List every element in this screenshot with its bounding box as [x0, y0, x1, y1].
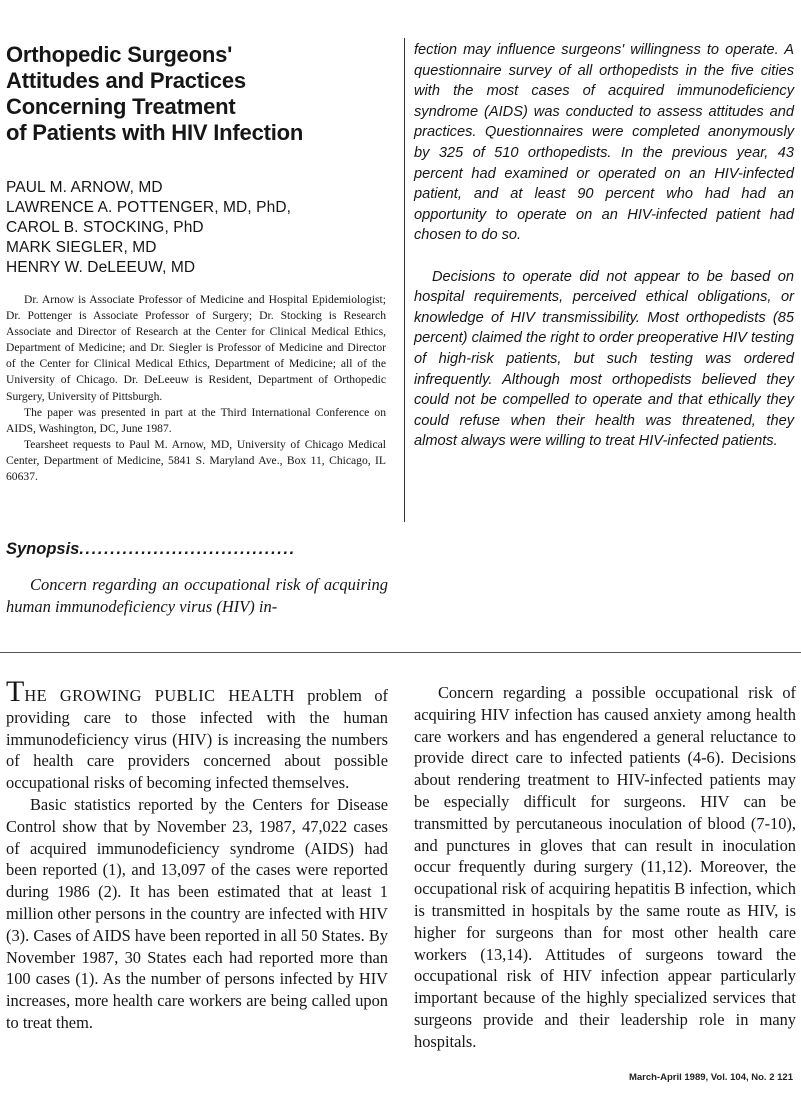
- affiliation-notes: [6, 292, 386, 485]
- title-line-4: of Patients with HIV Infection: [6, 120, 304, 145]
- synopsis-text-start: Concern regarding an occupational risk of acquiring human immunodeficiency virus (HIV) in-: [6, 575, 388, 616]
- tearsheet-note: Tearsheet requests to Paul M. Arnow, MD, University of Chicago Medical Center, Department of Medicine, 5841 S. Maryland Ave., Box 11, Chicago, IL 60637.: [6, 437, 386, 484]
- page-footer: March-April 1989, Vol. 104, No. 2 121: [628, 1072, 793, 1083]
- body-intro-paragraph: [6, 675, 388, 794]
- synopsis-paragraph-1: fection may influence surgeons' willingness to operate. A questionnaire survey of all orthopedists in the five cities with the most cases of acquired immunodeficiency syndrome (AIDS) was conducted to assess attitudes and practices. Questionnaires were completed anonymously by 325 of 510 orthopedists. In the previous year, 43 percent had examined or operated on an HIV-infected patient, and at least 90 percent who had had an opportunity to operate on an HIV-infected patient had chosen to do so.: [414, 42, 794, 244]
- body-paragraph: Concern regarding a possible occupational risk of acquiring HIV infection has caused anxiety among health care workers and has engendered a general reluctance to provide direct care to infected patients (4-6). Decisions about rendering treatment to HIV-infected patients may be especially difficult for surgeons. HIV can be transmitted by percutaneous inoculation of blood (7-10), and punctures in gloves that can result in inoculation occur frequently during surgery (11,12). Moreover, the occupational risk of acquiring hepatitis B infection, which is transmitted in hospitals by the same route as HIV, is higher for surgeons than for most other health care workers (13,14). Attitudes of surgeons toward the occupational risk of HIV infection appear particularly important because of the highly specialized services that surgeons provide and their leadership role in many hospitals.: [414, 683, 796, 1051]
- author: LAWRENCE A. POTTENGER, MD, PhD,: [6, 199, 292, 216]
- article-title: [6, 42, 386, 146]
- lead-in-smallcaps: HE GROWING PUBLIC HEALTH: [24, 686, 295, 705]
- synopsis-paragraph-2: Decisions to operate did not appear to be based on hospital requirements, perceived ethical obligations, or knowledge of HIV transmissibility. Most orthopedists (85 percent) claimed the right to order preoperative HIV testing of high-risk patients, but such testing was ordered infrequently. Although most orthopedists believed they could not be compelled to operate and that ethically they could refuse when their health was threatened, they almost always were willing to treat HIV-infected patients.: [414, 268, 794, 450]
- affiliation-paragraph: Dr. Arnow is Associate Professor of Medicine and Hospital Epidemiologist; Dr. Pottenger is Associate Professor of Surgery; Dr. Stocking is Research Associate and Director of Research at the Center for Clinical Medical Ethics, Department of Medicine; and Dr. Siegler is Professor of Medicine and Director of the Center for Clinical Medical Ethics, Department of Medicine; all of the University of Chicago. Dr. DeLeeuw is Resident, Department of Orthopedic Surgery, University of Pittsburgh.: [6, 293, 386, 403]
- author: HENRY W. DeLEEUW, MD: [6, 259, 196, 276]
- body-paragraph: Basic statistics reported by the Centers for Disease Control show that by November 23, 1987, 47,022 cases of acquired immunodeficiency syndrome (AIDS) had been reported (1), and 13,097 of the cases were reported during 1986 (2). It has been estimated that at least 1 million other persons in the country are infected with HIV (3). Cases of AIDS have been reported in all 50 States. By November 1987, 30 States each had reported more than 100 cases (1). As the number of persons infected by HIV increases, more health care workers are being called upon to treat them.: [6, 794, 388, 1032]
- section-divider: [0, 652, 801, 653]
- synopsis-left-column: [6, 574, 388, 618]
- author: PAUL M. ARNOW, MD: [6, 179, 163, 196]
- title-line-1: Orthopedic Surgeons': [6, 42, 233, 67]
- body-right-column: [414, 682, 796, 1053]
- column-divider: [404, 38, 405, 522]
- synopsis-right-column: [414, 40, 794, 472]
- presentation-note: The paper was presented in part at the Third International Conference on AIDS, Washington, DC, June 1987.: [6, 405, 386, 435]
- intro-text: problem of providing care to those infected with the human immunodeficiency virus (HIV) is increasing the numbers of health care providers concerned about possible occupational risks of becoming infected themselves.: [6, 686, 388, 793]
- title-line-2: Attitudes and Practices: [6, 68, 246, 93]
- drop-cap: T: [6, 675, 25, 708]
- synopsis-heading: [6, 538, 378, 560]
- title-line-3: Concerning Treatment: [6, 94, 236, 119]
- body-left-column: [6, 675, 388, 1034]
- author: MARK SIEGLER, MD: [6, 239, 157, 256]
- author: CAROL B. STOCKING, PhD: [6, 219, 204, 236]
- author-list: [6, 178, 291, 278]
- synopsis-heading-text: Synopsis: [6, 540, 80, 558]
- synopsis-leader-dots: ...................................: [79, 540, 296, 558]
